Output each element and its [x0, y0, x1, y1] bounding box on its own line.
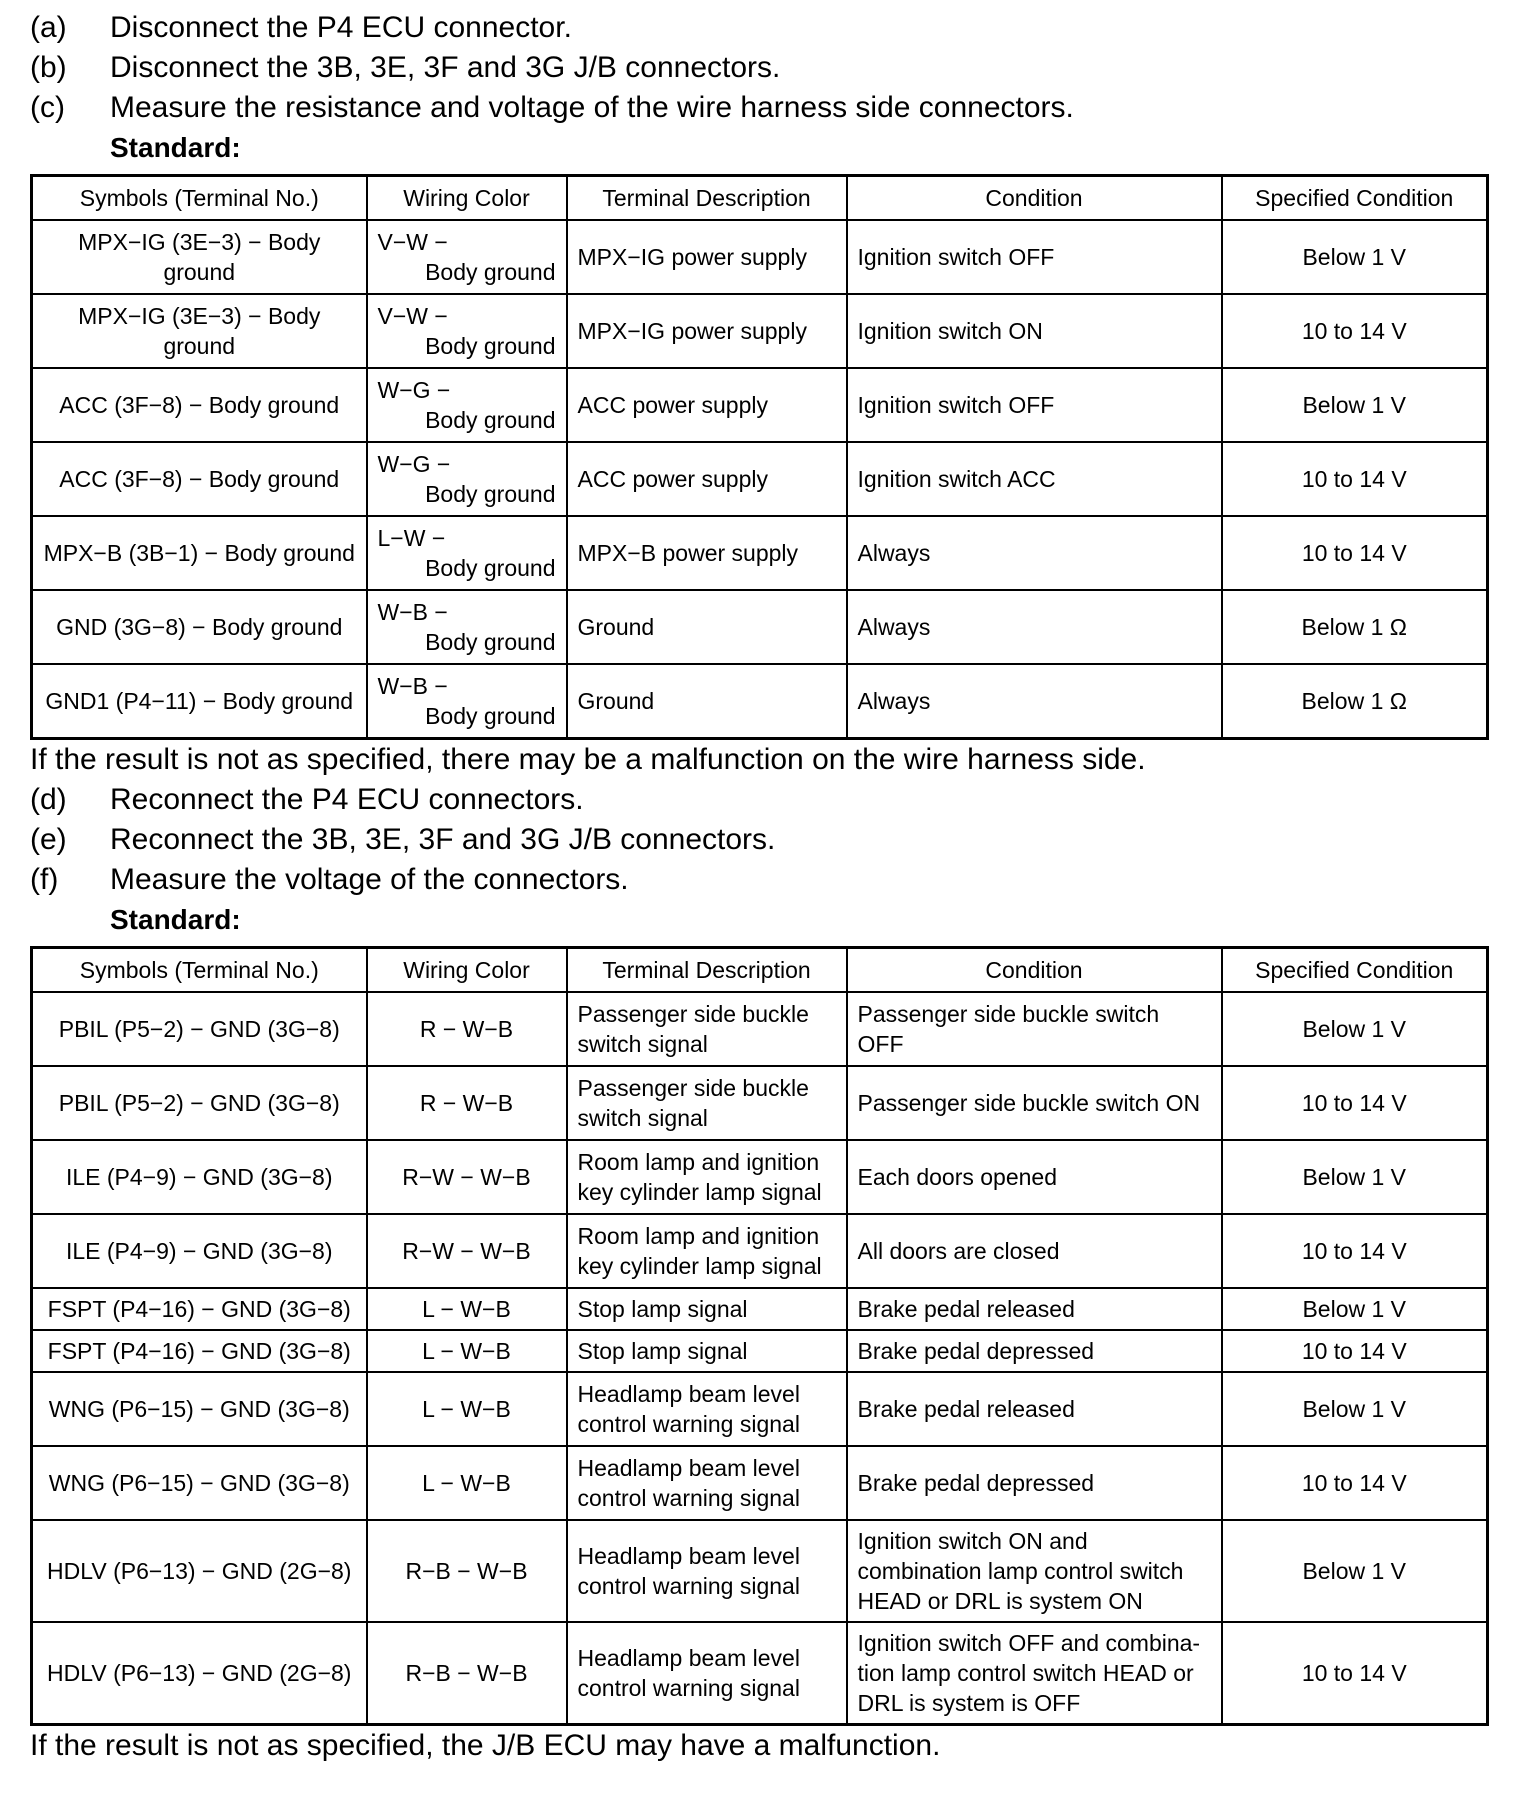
- spec-cell: 10 to 14 V: [1222, 442, 1488, 516]
- step-label: (a): [30, 11, 67, 44]
- condition-cell: Ignition switch ON and combination lamp control switch HEAD or DRL is system ON: [847, 1520, 1222, 1622]
- table-row: [32, 516, 1488, 590]
- wiring-ground: Body ground: [425, 259, 556, 285]
- spec-cell: Below 1 V: [1222, 368, 1488, 442]
- wiring-cell: [367, 442, 567, 516]
- table-row: [32, 1520, 1488, 1622]
- wiring-cell: R−B − W−B: [367, 1622, 567, 1725]
- condition-cell: Brake pedal depressed: [847, 1330, 1222, 1372]
- symbol-cell: MPX−B (3B−1) − Body ground: [32, 516, 367, 590]
- symbol-cell: MPX−IG (3E−3) − Body ground: [32, 294, 367, 368]
- wiring-cell: R−W − W−B: [367, 1214, 567, 1288]
- table-row: [32, 1288, 1488, 1330]
- step-label: (f): [30, 863, 59, 896]
- description-cell: Passenger side buckle switch signal: [567, 1066, 847, 1140]
- spec-cell: 10 to 14 V: [1222, 294, 1488, 368]
- symbol-cell: WNG (P6−15) − GND (3G−8): [32, 1372, 367, 1446]
- table-row: [32, 590, 1488, 664]
- symbol-cell: ACC (3F−8) − Body ground: [32, 368, 367, 442]
- wiring-cell: L − W−B: [367, 1288, 567, 1330]
- spec-cell: 10 to 14 V: [1222, 516, 1488, 590]
- spec-cell: 10 to 14 V: [1222, 1330, 1488, 1372]
- step-text: Reconnect the 3B, 3E, 3F and 3G J/B connectors.: [110, 823, 776, 856]
- spec-cell: 10 to 14 V: [1222, 1622, 1488, 1725]
- spec-cell: Below 1 Ω: [1222, 590, 1488, 664]
- table-row: [32, 664, 1488, 739]
- table-row: [32, 1446, 1488, 1520]
- wiring-cell: [367, 220, 567, 294]
- wiring-ground: Body ground: [425, 333, 556, 359]
- symbol-cell: WNG (P6−15) − GND (3G−8): [32, 1446, 367, 1520]
- wiring-color: W−B −: [377, 673, 448, 699]
- wiring-color: V−W −: [377, 229, 448, 255]
- condition-cell: Ignition switch ACC: [847, 442, 1222, 516]
- step-text: Disconnect the 3B, 3E, 3F and 3G J/B connectors.: [110, 51, 781, 84]
- table-row: [32, 368, 1488, 442]
- symbol-cell: FSPT (P4−16) − GND (3G−8): [32, 1288, 367, 1330]
- step-c: [30, 88, 1490, 128]
- spec-cell: Below 1 V: [1222, 1372, 1488, 1446]
- table-row: [32, 1066, 1488, 1140]
- header-wiring-color: Wiring Color: [367, 948, 567, 993]
- wiring-cell: L − W−B: [367, 1372, 567, 1446]
- condition-cell: Ignition switch ON: [847, 294, 1222, 368]
- condition-cell: Brake pedal released: [847, 1372, 1222, 1446]
- condition-cell: Each doors opened: [847, 1140, 1222, 1214]
- spec-cell: Below 1 V: [1222, 1140, 1488, 1214]
- description-cell: Ground: [567, 590, 847, 664]
- description-cell: Headlamp beam level control warning signal: [567, 1372, 847, 1446]
- table-header-row: [32, 176, 1488, 221]
- wiring-cell: [367, 516, 567, 590]
- condition-cell: Passenger side buckle switch ON: [847, 1066, 1222, 1140]
- description-cell: Headlamp beam level control warning signal: [567, 1520, 847, 1622]
- result-note: If the result is not as specified, the J/B ECU may have a malfunction.: [30, 1729, 941, 1762]
- spec-cell: 10 to 14 V: [1222, 1066, 1488, 1140]
- spec-cell: Below 1 V: [1222, 992, 1488, 1066]
- step-e: [30, 820, 1490, 860]
- step-label: (b): [30, 51, 67, 84]
- symbol-cell: HDLV (P6−13) − GND (2G−8): [32, 1622, 367, 1725]
- symbol-cell: ILE (P4−9) − GND (3G−8): [32, 1214, 367, 1288]
- condition-cell: Ignition switch OFF: [847, 368, 1222, 442]
- spec-cell: Below 1 V: [1222, 220, 1488, 294]
- voltage-table: [30, 946, 1489, 1726]
- table-row: [32, 220, 1488, 294]
- symbol-cell: PBIL (P5−2) − GND (3G−8): [32, 992, 367, 1066]
- table-row: [32, 1140, 1488, 1214]
- description-cell: MPX−IG power supply: [567, 220, 847, 294]
- spec-cell: Below 1 V: [1222, 1288, 1488, 1330]
- wiring-color: W−G −: [377, 451, 451, 477]
- header-terminal-description: Terminal Description: [567, 176, 847, 221]
- table-row: [32, 992, 1488, 1066]
- standard-heading: Standard:: [110, 904, 241, 935]
- description-cell: MPX−B power supply: [567, 516, 847, 590]
- table-row: [32, 1622, 1488, 1725]
- step-label: (e): [30, 823, 67, 856]
- wiring-color: W−B −: [377, 599, 448, 625]
- condition-cell: Always: [847, 516, 1222, 590]
- result-note: If the result is not as specified, there may be a malfunction on the wire harness side.: [30, 743, 1146, 776]
- description-cell: Room lamp and ignition key cylinder lamp signal: [567, 1140, 847, 1214]
- description-cell: Passenger side buckle switch signal: [567, 992, 847, 1066]
- table-row: [32, 1330, 1488, 1372]
- wiring-color: L−W −: [377, 525, 446, 551]
- wiring-cell: [367, 664, 567, 739]
- resistance-voltage-table: [30, 174, 1489, 740]
- spec-cell: Below 1 V: [1222, 1520, 1488, 1622]
- header-condition: Condition: [847, 176, 1222, 221]
- header-wiring-color: Wiring Color: [367, 176, 567, 221]
- header-condition: Condition: [847, 948, 1222, 993]
- symbol-cell: PBIL (P5−2) − GND (3G−8): [32, 1066, 367, 1140]
- spec-cell: 10 to 14 V: [1222, 1214, 1488, 1288]
- condition-cell: Ignition switch OFF and combina-tion lamp control switch HEAD or DRL is system is OFF: [847, 1622, 1222, 1725]
- wiring-cell: [367, 294, 567, 368]
- standard-heading: Standard:: [110, 132, 241, 163]
- step-text: Disconnect the P4 ECU connector.: [110, 11, 572, 44]
- spec-cell: 10 to 14 V: [1222, 1446, 1488, 1520]
- symbol-cell: HDLV (P6−13) − GND (2G−8): [32, 1520, 367, 1622]
- condition-cell: Brake pedal released: [847, 1288, 1222, 1330]
- condition-cell: Always: [847, 664, 1222, 739]
- header-specified-condition: Specified Condition: [1222, 176, 1488, 221]
- table-row: [32, 442, 1488, 516]
- symbol-cell: ILE (P4−9) − GND (3G−8): [32, 1140, 367, 1214]
- wiring-ground: Body ground: [425, 555, 556, 581]
- header-specified-condition: Specified Condition: [1222, 948, 1488, 993]
- step-b: [30, 48, 1490, 88]
- description-cell: Stop lamp signal: [567, 1288, 847, 1330]
- wiring-cell: R − W−B: [367, 1066, 567, 1140]
- wiring-cell: R−B − W−B: [367, 1520, 567, 1622]
- wiring-ground: Body ground: [425, 703, 556, 729]
- step-a: [30, 8, 1490, 48]
- step-text: Measure the resistance and voltage of the wire harness side connectors.: [110, 91, 1074, 124]
- wiring-color: W−G −: [377, 377, 451, 403]
- description-cell: ACC power supply: [567, 368, 847, 442]
- condition-cell: Ignition switch OFF: [847, 220, 1222, 294]
- condition-cell: All doors are closed: [847, 1214, 1222, 1288]
- wiring-ground: Body ground: [425, 481, 556, 507]
- symbol-cell: MPX−IG (3E−3) − Body ground: [32, 220, 367, 294]
- description-cell: Stop lamp signal: [567, 1330, 847, 1372]
- description-cell: Ground: [567, 664, 847, 739]
- step-text: Reconnect the P4 ECU connectors.: [110, 783, 584, 816]
- description-cell: MPX−IG power supply: [567, 294, 847, 368]
- wiring-cell: R − W−B: [367, 992, 567, 1066]
- symbol-cell: GND (3G−8) − Body ground: [32, 590, 367, 664]
- wiring-cell: L − W−B: [367, 1330, 567, 1372]
- wiring-cell: L − W−B: [367, 1446, 567, 1520]
- table-row: [32, 1372, 1488, 1446]
- wiring-cell: [367, 368, 567, 442]
- header-symbols: Symbols (Terminal No.): [32, 176, 367, 221]
- table-row: [32, 1214, 1488, 1288]
- wiring-cell: R−W − W−B: [367, 1140, 567, 1214]
- step-label: (c): [30, 91, 65, 124]
- symbol-cell: ACC (3F−8) − Body ground: [32, 442, 367, 516]
- table-row: [32, 294, 1488, 368]
- wiring-ground: Body ground: [425, 629, 556, 655]
- wiring-cell: [367, 590, 567, 664]
- description-cell: ACC power supply: [567, 442, 847, 516]
- symbol-cell: FSPT (P4−16) − GND (3G−8): [32, 1330, 367, 1372]
- step-f: [30, 860, 1490, 900]
- table-header-row: [32, 948, 1488, 993]
- spec-cell: Below 1 Ω: [1222, 664, 1488, 739]
- header-symbols: Symbols (Terminal No.): [32, 948, 367, 993]
- wiring-color: V−W −: [377, 303, 448, 329]
- description-cell: Headlamp beam level control warning signal: [567, 1446, 847, 1520]
- step-label: (d): [30, 783, 67, 816]
- wiring-ground: Body ground: [425, 407, 556, 433]
- document-page: [30, 8, 1490, 1766]
- condition-cell: Brake pedal depressed: [847, 1446, 1222, 1520]
- step-text: Measure the voltage of the connectors.: [110, 863, 629, 896]
- description-cell: Room lamp and ignition key cylinder lamp signal: [567, 1214, 847, 1288]
- description-cell: Headlamp beam level control warning signal: [567, 1622, 847, 1725]
- step-d: [30, 780, 1490, 820]
- condition-cell: Passenger side buckle switch OFF: [847, 992, 1222, 1066]
- symbol-cell: GND1 (P4−11) − Body ground: [32, 664, 367, 739]
- header-terminal-description: Terminal Description: [567, 948, 847, 993]
- condition-cell: Always: [847, 590, 1222, 664]
